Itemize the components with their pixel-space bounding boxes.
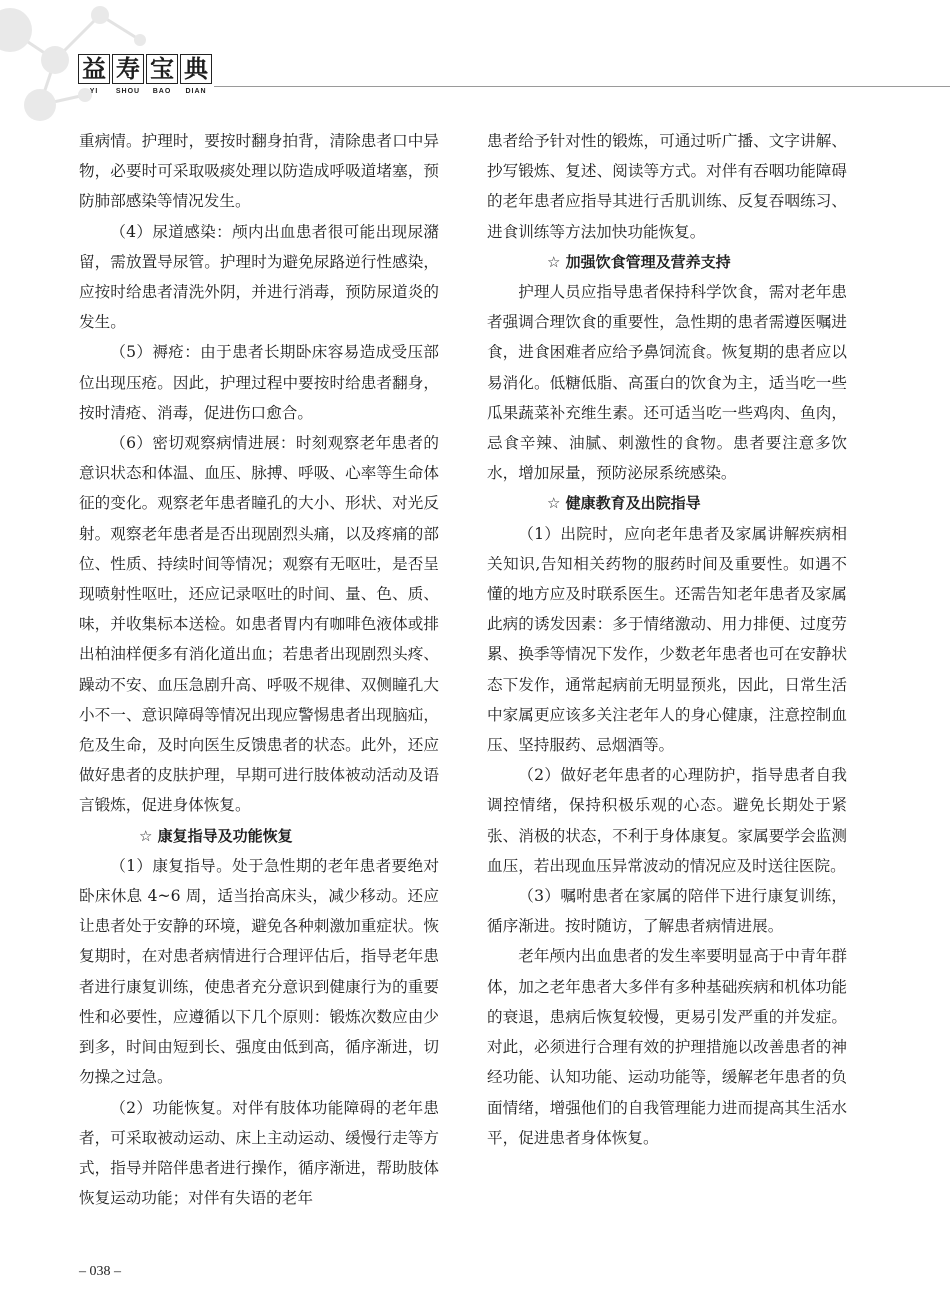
paragraph-continuation: 患者给予针对性的锻炼，可通过听广播、文字讲解、抄写锻炼、复述、阅读等方式。对伴有吞咽功能障碍的老年患者应指导其进行舌肌训练、反复吞咽练习、进食训练等方法加快功能恢复。 <box>487 132 847 241</box>
paragraph: （1）出院时，应向老年患者及家属讲解疾病相关知识,告知相关药物的服药时间及重要性。如遇不懂的地方应及时联系医生。还需告知老年患者及家属此病的诱发因素：多于情绪激动、用力排便、过度劳累、换季等情况下发作，少数老年患者也可在安静状态下发作，通常起病前无明显预兆，因此，日常生活中家属更应该多关注老年人的身心健康，注意控制血压、坚持服药、忌烟酒等。 <box>487 524 847 755</box>
masthead <box>78 54 212 95</box>
masthead-title <box>78 54 212 84</box>
paragraph: 护理人员应指导患者保持科学饮食，需对老年患者强调合理饮食的重要性，急性期的患者需遵医嘱进食，进食困难者应给予鼻饲流食。恢复期的患者应以易消化。低糖低脂、高蛋白的饮食为主，适当吃一些瓜果蔬菜补充维生素。还可适当吃一些鸡肉、鱼肉，忌食辛辣、油腻、刺激性的食物。患者要注意多饮水，增加尿量，预防泌尿系统感染。 <box>487 283 847 483</box>
paragraph: （4）尿道感染：颅内出血患者很可能出现尿潴留，需放置导尿管。护理时为避免尿路逆行性感染，应按时给患者清洗外阴，并进行消毒，预防尿道炎的发生。 <box>79 222 439 332</box>
masthead-pinyin-syllable: SHOU <box>115 88 141 95</box>
masthead-char: 宝 <box>146 54 178 84</box>
masthead-pinyin-syllable: BAO <box>152 88 172 95</box>
masthead-pinyin-syllable: DIAN <box>185 88 207 95</box>
paragraph: （6）密切观察病情进展：时刻观察老年患者的意识状态和体温、血压、脉搏、呼吸、心率等生命体征的变化。观察老年患者瞳孔的大小、形状、对光反射。观察老年患者是否出现剧烈头痛，以及疼痛的部位、性质、持续时间等情况；观察有无呕吐，是否呈现喷射性呕吐，还应记录呕吐的时间、量、色、质、味，并收集标本送检。如患者胃内有咖啡色液体或排出柏油样便多有消化道出血；若患者出现剧烈头疼、躁动不安、血压急剧升高、呼吸不规律、双侧瞳孔大小不一、意识障碍等情况出现应警惕患者出现脑疝，危及生命，及时向医生反馈患者的状态。此外，还应做好患者的皮肤护理，早期可进行肢体被动活动及语言锻炼，促进身体恢复。 <box>79 434 439 815</box>
masthead-pinyin-syllable: YI <box>89 88 99 95</box>
paragraph: （2）功能恢复。对伴有肢体功能障碍的老年患者，可采取被动运动、床上主动运动、缓慢行走等方式，指导并陪伴患者进行操作，循序渐进，帮助肢体恢复运动功能；对伴有失语的老年 <box>79 1098 439 1208</box>
paragraph-continuation: 重病情。护理时，要按时翻身拍背，清除患者口中异物，必要时可采取吸痰处理以防造成呼吸道堵塞，预防肺部感染等情况发生。 <box>79 132 439 211</box>
section-heading: ☆ 健康教育及出院指导 <box>547 494 701 513</box>
masthead-char: 寿 <box>112 54 144 84</box>
left-column <box>79 126 439 1213</box>
paragraph: （1）康复指导。处于急性期的老年患者要绝对卧床休息 4~6 周，适当抬高床头，减少移动。还应让患者处于安静的环境，避免各种刺激加重症状。恢复期时，在对患者病情进行合理评估后，指导老年患者进行康复训练，使患者充分意识到健康行为的重要性和必要性，应遵循以下几个原则：锻炼次数应由少到多，时间由短到长、强度由低到高，循序渐进，切勿操之过急。 <box>79 856 439 1087</box>
paragraph: （2）做好老年患者的心理防护，指导患者自我调控情绪，保持积极乐观的心态。避免长期处于紧张、消极的状态，不利于身体康复。家属要学会监测血压，若出现血压异常波动的情况应及时送往医院。 <box>487 766 847 875</box>
paragraph: （3）嘱咐患者在家属的陪伴下进行康复训练，循序渐进。按时随访，了解患者病情进展。 <box>487 887 847 936</box>
masthead-char: 典 <box>180 54 212 84</box>
right-column <box>487 126 847 1153</box>
paragraph: 老年颅内出血患者的发生率要明显高于中青年群体，加之老年患者大多伴有多种基础疾病和机体功能的衰退，患病后恢复较慢，更易引发严重的并发症。对此，必须进行合理有效的护理措施以改善患者的神经功能、认知功能、运动功能等，缓解老年患者的负面情绪，增强他们的自我管理能力进而提高其生活水平，促进患者身体恢复。 <box>487 947 847 1147</box>
masthead-divider <box>214 86 950 87</box>
masthead-char: 益 <box>78 54 110 84</box>
section-heading: ☆ 康复指导及功能恢复 <box>139 826 293 845</box>
page-number: – 038 – <box>79 1264 121 1279</box>
masthead-pinyin <box>78 88 212 95</box>
paragraph: （5）褥疮：由于患者长期卧床容易造成受压部位出现压疮。因此，护理过程中要按时给患者翻身，按时清疮、消毒，促进伤口愈合。 <box>79 343 439 422</box>
section-heading: ☆ 加强饮食管理及营养支持 <box>547 252 731 271</box>
